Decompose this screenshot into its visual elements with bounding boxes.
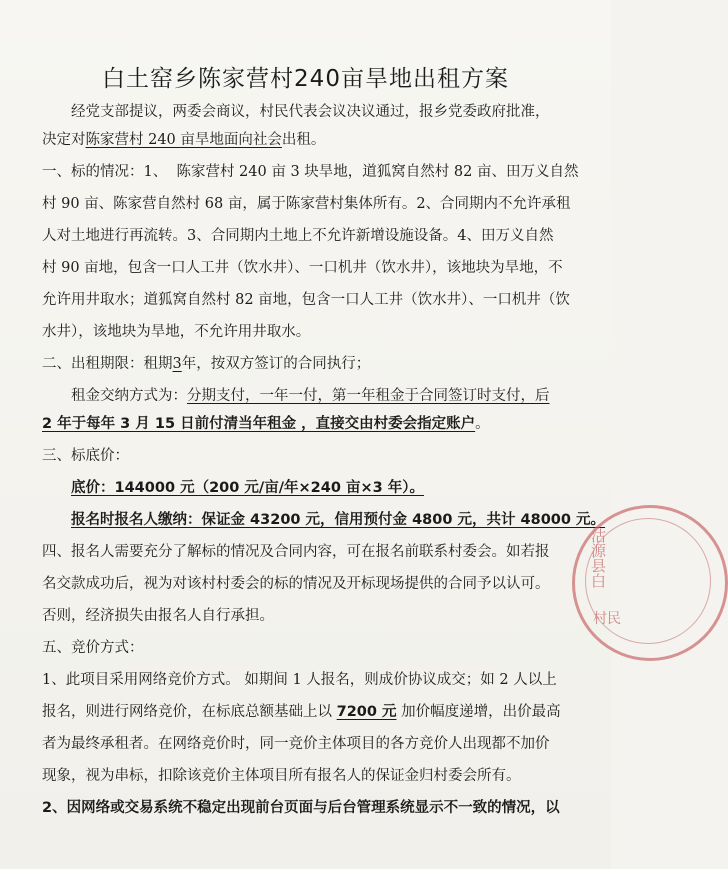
intro-line bbox=[42, 102, 582, 122]
section-1-line: 允许用井取水；道狐窝自然村 82 亩地，包含一口人工井（饮水井）、一口机井（饮 bbox=[42, 292, 570, 308]
payment-terms: 分期支付，一年一付，第一年租金于合同签订时支付，后 bbox=[187, 388, 550, 404]
section-5-line: 2、因网络或交易系统不稳定出现前台页面与后台管理系统显示不一致的情况，以 bbox=[42, 800, 560, 816]
intro-text: 决定对 bbox=[42, 132, 86, 148]
lease-years: 3 bbox=[172, 356, 182, 372]
seal-text: 村民 bbox=[593, 611, 621, 627]
payment-deadline: 2 年于每年 3 月 15 日前付清当年租金 ，直接交由村委会指定账户 bbox=[42, 416, 476, 432]
section-4-line: 名交款成功后，视为对该村村委会的标的情况及开标现场提供的合同予以认可。 bbox=[42, 576, 550, 592]
seal-text: 沽源县白 bbox=[589, 528, 607, 588]
section-2-line bbox=[42, 386, 582, 406]
payment-label: 租金交纳方式为： bbox=[71, 388, 187, 404]
intro-text: 出租。 bbox=[281, 132, 326, 148]
section-1-text: 陈家营村 240 亩 3 块旱地，道狐窝自然村 82 亩、田万义自然 bbox=[176, 164, 579, 180]
section-1-line: 村 90 亩、陈家营自然村 68 亩，属于陈家营村集体所有。2、合同期内不允许承租 bbox=[42, 196, 571, 212]
section-5-text: 加价幅度递增，出价最高 bbox=[401, 704, 561, 720]
section-4-line: 四、报名人需要充分了解标的情况及合同内容，可在报名前联系村委会。如若报 bbox=[42, 544, 550, 560]
section-5-heading: 五、竞价方式： bbox=[42, 640, 144, 656]
section-5-text: 报名，则进行网络竞价，在标底总额基础上以 bbox=[42, 704, 332, 720]
bid-increment: 7200 元 bbox=[336, 704, 397, 720]
intro-line bbox=[42, 130, 582, 150]
section-1-line bbox=[42, 162, 582, 182]
section-5-line: 1、此项目采用网络竞价方式。 如期间 1 人报名，则成价协议成交；如 2 人以上 bbox=[42, 672, 557, 688]
base-price-line bbox=[42, 478, 582, 498]
official-seal bbox=[572, 505, 728, 661]
deposit-amount: 报名时报名人缴纳：保证金 43200 元，信用预付金 4800 元，共计 48000 元。 bbox=[71, 512, 606, 528]
section-2-text: 。 bbox=[475, 416, 490, 432]
section-2-text: 年，按双方签订的合同执行； bbox=[181, 356, 371, 372]
section-1-line: 人对土地进行再流转。3、合同期内土地上不允许新增设施设备。4、田万义自然 bbox=[42, 228, 554, 244]
section-5-line: 者为最终承租者。在网络竞价时，同一竞价主体项目的各方竞价人出现都不加价 bbox=[42, 736, 550, 752]
section-4-line: 否则，经济损失由报名人自行承担。 bbox=[42, 608, 274, 624]
section-2-line bbox=[42, 414, 582, 434]
section-5-line bbox=[42, 702, 582, 722]
section-1-heading: 一、标的情况：1、 bbox=[42, 164, 168, 180]
deposit-line bbox=[42, 510, 606, 530]
section-1-line: 水井），该地块为旱地，不允许用井取水。 bbox=[42, 324, 311, 340]
intro-subject: 陈家营村 240 亩旱地面向社会 bbox=[85, 132, 282, 148]
intro-text: 经党支部提议，两委会商议，村民代表会议决议通过，报乡党委政府批准， bbox=[71, 104, 550, 120]
section-2-heading: 二、出租期限：租期 bbox=[42, 356, 173, 372]
base-price: 底价：144000 元（200 元/亩/年×240 亩×3 年）。 bbox=[71, 480, 424, 496]
section-3-heading: 三、标底价： bbox=[42, 448, 129, 464]
document-title: 白土窑乡陈家营村240亩旱地出租方案 bbox=[102, 66, 509, 92]
section-2-line bbox=[42, 354, 582, 374]
section-5-line: 现象，视为串标，扣除该竞价主体项目所有报名人的保证金归村委会所有。 bbox=[42, 768, 521, 784]
section-1-line: 村 90 亩地，包含一口人工井（饮水井）、一口机井（饮水井），该地块为旱地，不 bbox=[42, 260, 563, 276]
